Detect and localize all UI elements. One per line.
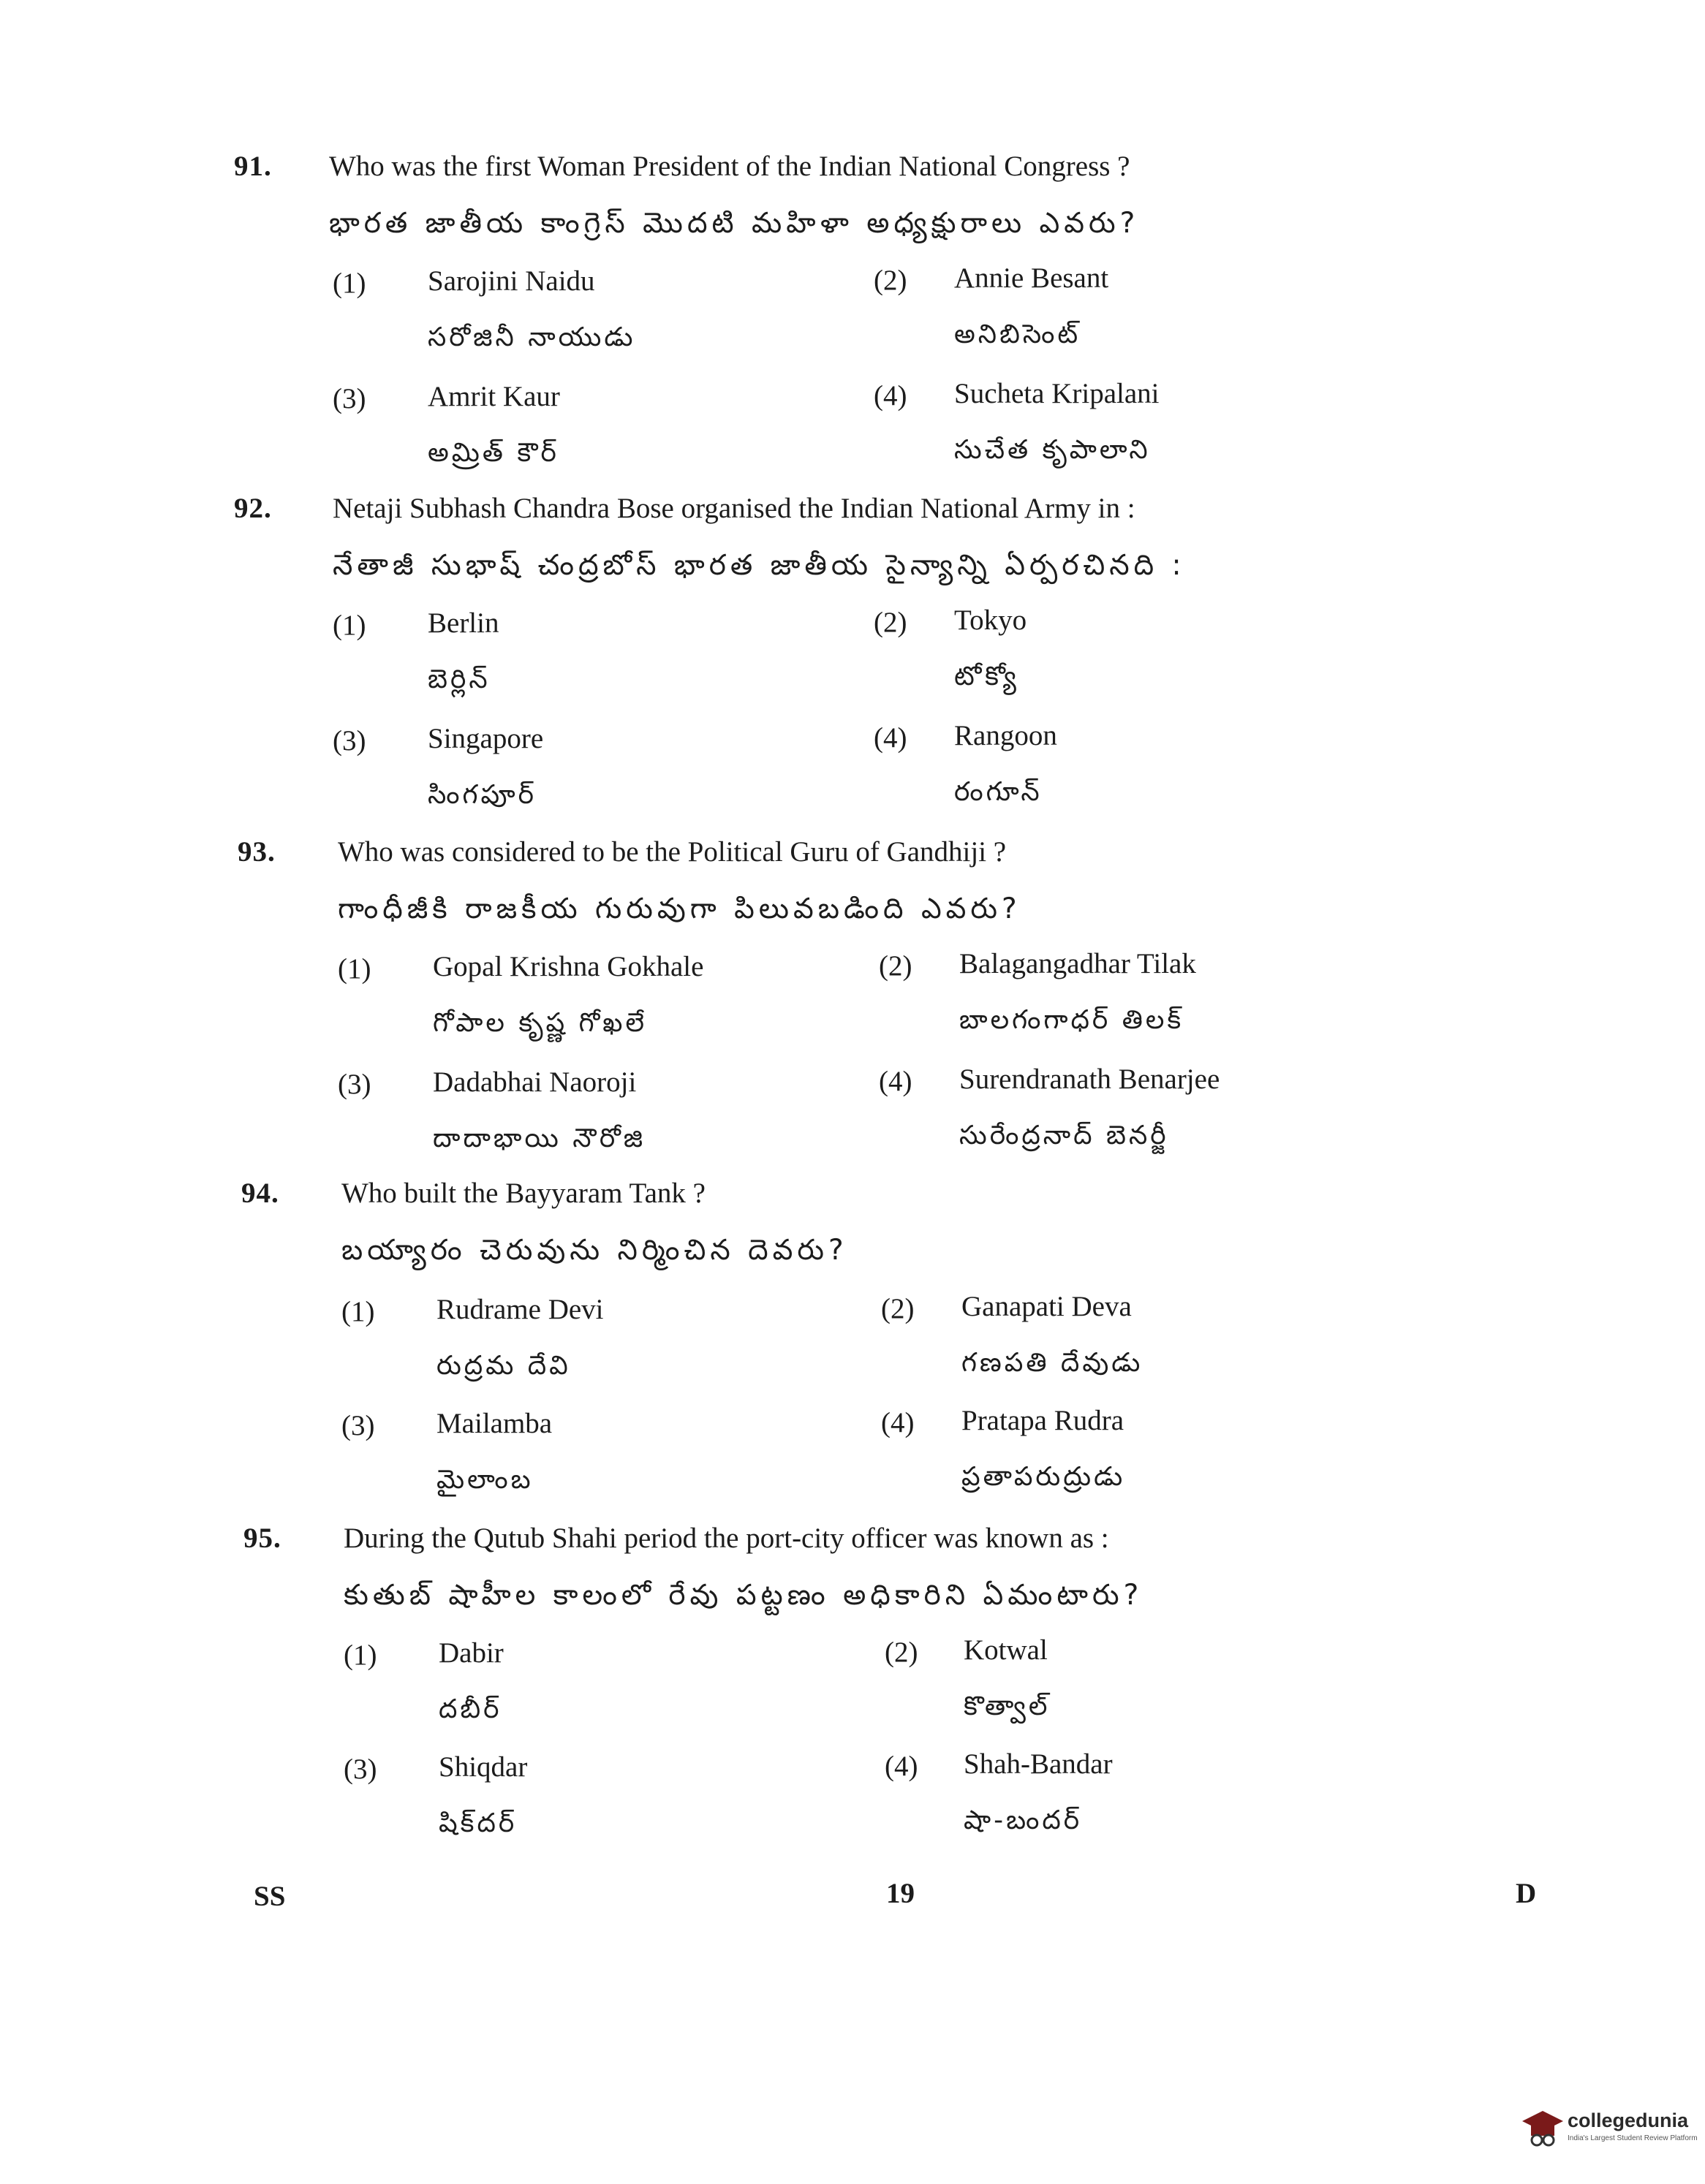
- option-2-english: Balagangadhar Tilak: [959, 948, 1196, 979]
- option-4-english: Sucheta Kripalani: [954, 378, 1160, 409]
- question-text-english: Who built the Bayyaram Tank ?: [341, 1178, 706, 1209]
- option-2-telugu: కొత్వాల్: [964, 1691, 1051, 1721]
- option-1-english: Berlin: [428, 607, 499, 639]
- option-2-number: (2): [881, 1293, 915, 1324]
- question-number: 95.: [243, 1523, 281, 1554]
- option-4-telugu: ప్రతాపరుద్రుడు: [961, 1462, 1126, 1492]
- booklet-series-code: SS: [254, 1881, 286, 1912]
- option-3-english: Dadabhai Naoroji: [433, 1066, 637, 1098]
- option-4-number: (4): [874, 722, 907, 754]
- option-2-number: (2): [885, 1637, 918, 1668]
- option-1-number: (1): [344, 1639, 377, 1671]
- option-2-telugu: బాలగంగాధర్ తిలక్: [959, 1005, 1184, 1035]
- question-number: 93.: [238, 836, 276, 868]
- option-2-telugu: టోక్యో: [954, 661, 1019, 691]
- option-1-number: (1): [341, 1296, 375, 1327]
- option-2-number: (2): [874, 265, 907, 296]
- option-2-telugu: గణపతి దేవుడు: [961, 1348, 1143, 1378]
- option-4-english: Rangoon: [954, 720, 1057, 751]
- option-1-telugu: బెర్లిన్: [428, 664, 491, 694]
- option-4-telugu: సురేంద్రనాద్ బెనర్జీ: [959, 1121, 1169, 1150]
- option-1-english: Gopal Krishna Gokhale: [433, 951, 704, 982]
- question-number: 92.: [234, 493, 272, 524]
- question-text-english: During the Qutub Shahi period the port-city officer was known as :: [344, 1523, 1109, 1554]
- option-2-english: Tokyo: [954, 604, 1027, 636]
- option-1-telugu: దబీర్: [439, 1694, 502, 1724]
- option-1-number: (1): [338, 953, 371, 985]
- option-4-telugu: రంగూన్: [954, 777, 1043, 807]
- option-3-english: Amrit Kaur: [428, 381, 560, 412]
- option-3-english: Shiqdar: [439, 1751, 528, 1783]
- watermark-brand: collegedunia: [1568, 2109, 1689, 2131]
- option-2-english: Annie Besant: [954, 262, 1109, 294]
- option-1-number: (1): [333, 610, 366, 641]
- question-text-english: Netaji Subhash Chandra Bose organised the Indian National Army in :: [333, 493, 1135, 524]
- option-3-telugu: దాదాభాయి నౌరోజి: [433, 1123, 646, 1153]
- graduation-cap-icon: [1521, 2108, 1565, 2149]
- option-2-english: Ganapati Deva: [961, 1291, 1132, 1322]
- option-4-telugu: సుచేత కృపాలాని: [954, 435, 1151, 465]
- option-4-english: Shah-Bandar: [964, 1748, 1113, 1780]
- option-1-telugu: రుద్రమ దేవి: [436, 1351, 571, 1381]
- option-1-number: (1): [333, 268, 366, 299]
- booklet-set-letter: D: [1516, 1878, 1537, 1909]
- option-3-number: (3): [333, 383, 366, 414]
- watermark-tagline: India's Largest Student Review Platform: [1568, 2134, 1698, 2142]
- option-1-english: Dabir: [439, 1637, 504, 1669]
- option-4-number: (4): [885, 1751, 918, 1782]
- option-1-telugu: గోపాల కృష్ణ గోఖలే: [433, 1008, 647, 1038]
- question-number: 91.: [234, 151, 272, 182]
- option-4-number: (4): [879, 1066, 912, 1097]
- option-4-telugu: షా-బందర్: [964, 1805, 1083, 1835]
- option-4-number: (4): [874, 380, 907, 412]
- option-3-number: (3): [333, 725, 366, 757]
- option-3-number: (3): [341, 1410, 375, 1441]
- option-1-english: Rudrame Devi: [436, 1294, 604, 1325]
- option-1-telugu: సరోజినీ నాయుడు: [428, 322, 636, 352]
- option-3-english: Singapore: [428, 723, 544, 754]
- option-4-english: Surendranath Benarjee: [959, 1063, 1220, 1095]
- option-2-telugu: అనిబిసెంట్: [954, 319, 1081, 349]
- option-2-number: (2): [874, 607, 907, 638]
- option-3-telugu: మైలాంబ: [436, 1465, 534, 1495]
- question-text-telugu: నేతాజీ సుభాష్ చంద్రబోస్ భారత జాతీయ సైన్యాన్ని ఏర్పరచినది :: [333, 549, 1186, 582]
- option-3-telugu: అమ్రిత్ కౌర్: [428, 438, 559, 468]
- option-3-number: (3): [344, 1753, 377, 1785]
- option-3-number: (3): [338, 1069, 371, 1100]
- question-text-english: Who was considered to be the Political Guru of Gandhiji ?: [338, 836, 1007, 868]
- option-4-english: Pratapa Rudra: [961, 1405, 1124, 1436]
- option-1-english: Sarojini Naidu: [428, 265, 595, 297]
- question-text-telugu: భారత జాతీయ కాంగ్రెస్ మొదటి మహిళా అధ్యక్షురాలు ఎవరు?: [329, 207, 1140, 240]
- question-text-telugu: గాంధీజీకి రాజకీయ గురువుగా పిలువబడింది ఎవరు?: [338, 892, 1021, 925]
- option-4-number: (4): [881, 1407, 915, 1438]
- option-2-number: (2): [879, 950, 912, 982]
- option-3-telugu: సింగపూర్: [428, 780, 537, 810]
- page-number: 19: [886, 1878, 915, 1909]
- question-text-telugu: కుతుబ్ షాహీల కాలంలో రేవు పట్టణం అధికారిని ఏమంటారు?: [344, 1579, 1143, 1612]
- question-text-telugu: బయ్యారం చెరువును నిర్మించిన దెవరు?: [341, 1234, 848, 1267]
- option-3-telugu: షిక్‌దర్: [439, 1808, 518, 1838]
- question-text-english: Who was the first Woman President of the Indian National Congress ?: [329, 151, 1130, 182]
- option-3-english: Mailamba: [436, 1408, 553, 1439]
- question-number: 94.: [241, 1178, 279, 1209]
- collegedunia-watermark: [1521, 2104, 1696, 2155]
- option-2-english: Kotwal: [964, 1634, 1048, 1666]
